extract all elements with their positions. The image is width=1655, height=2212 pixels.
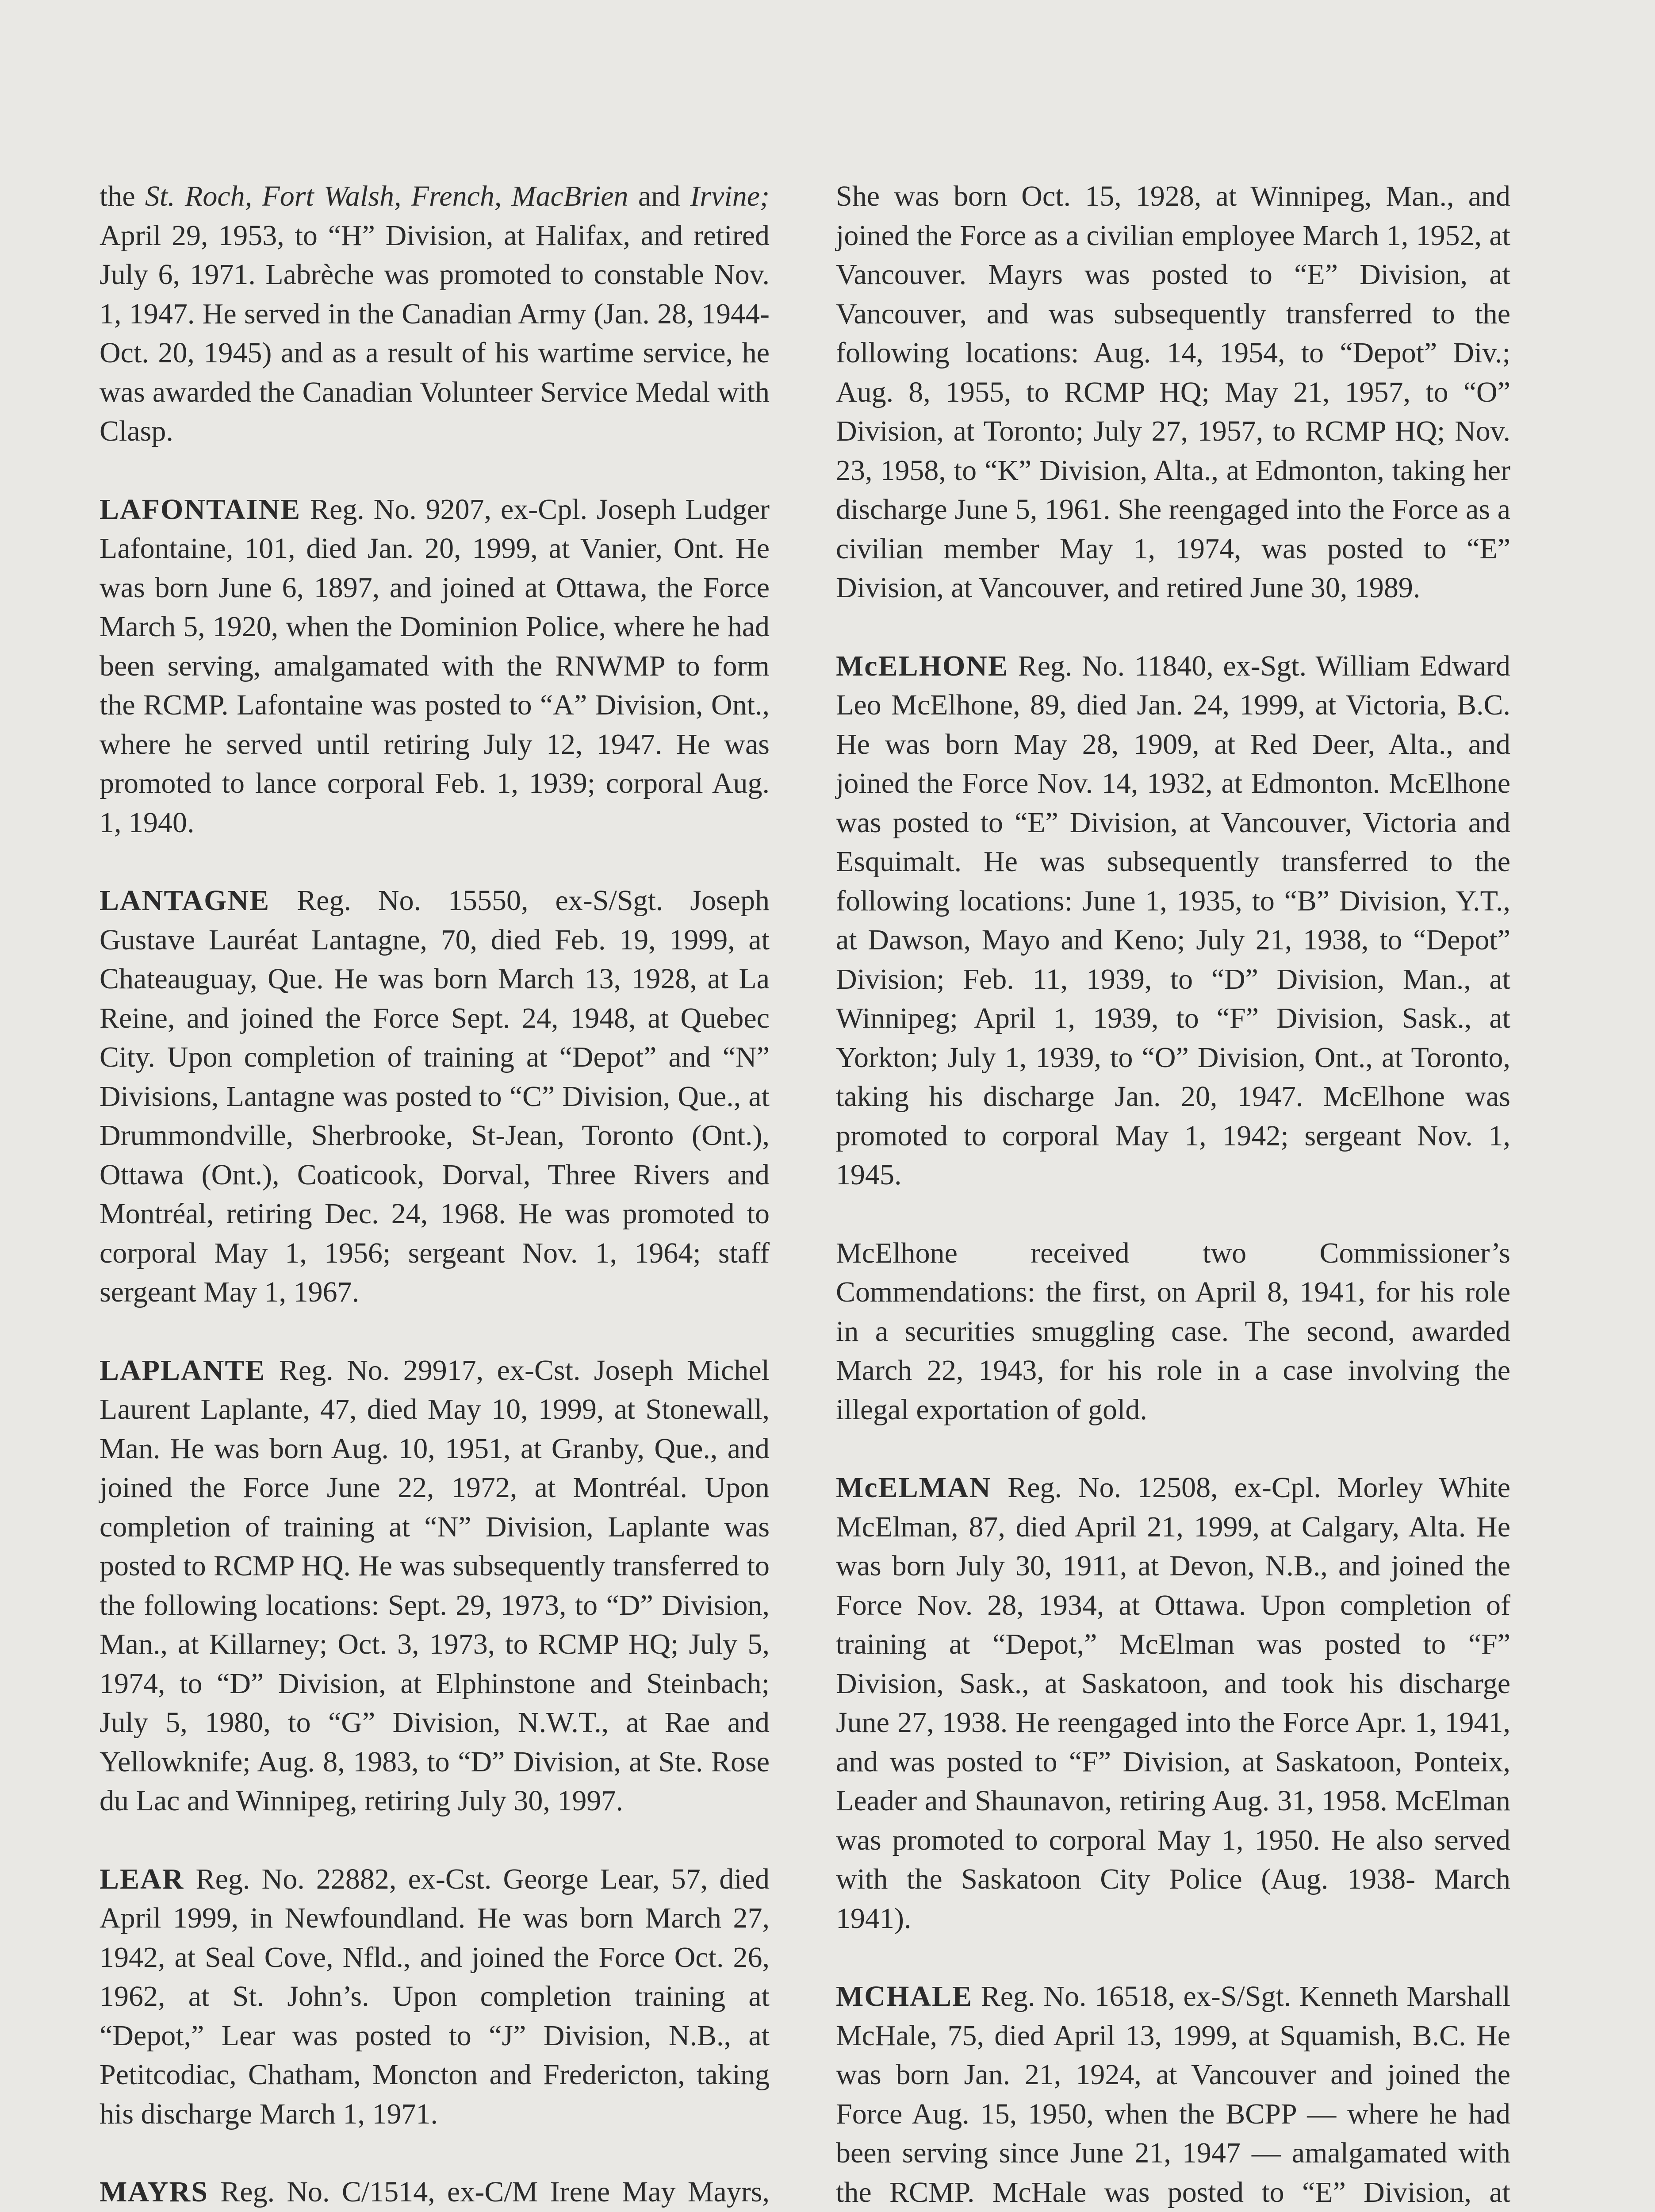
entry-surname: LANTAGNE — [100, 884, 270, 917]
obituary-entry — [836, 1468, 1510, 1938]
entry-surname: LAFONTAINE — [100, 493, 301, 526]
ship-names: St. Roch, Fort Walsh, French, MacBrien — [145, 180, 628, 212]
entry-text: Reg. No. 12508, ex-Cpl. Morley White McElman, 87, died April 21, 1999, at Calgary, Alta. He was born July 30, 1911, at Devon, N.B., and joined the Force Nov. 28, 1934, at Ottawa. Upon completion of training at “Depot,” McElman was posted to “F” Division, Sask., at Saskatoon, and took his discharge June 27, 1938. He reengaged into the Force Apr. 1, 1941, and was posted to “F” Division, at Saskatoon, Ponteix, Leader and Shaunavon, retiring Aug. 31, 1958. McElman was promoted to corporal May 1, 1950. He also served with the Saskatoon City Police (Aug. 1938- March 1941). — [836, 1471, 1510, 1935]
entry-surname: MAYRS — [100, 2176, 208, 2208]
entry-surname: McELMAN — [836, 1471, 992, 1504]
obituary-entry — [100, 1860, 770, 2134]
entry-surname: MCHALE — [836, 1980, 973, 2012]
obituary-entry — [836, 647, 1510, 1195]
entry-surname: McELHONE — [836, 649, 1008, 682]
mayrs-continuation — [836, 177, 1510, 608]
obituary-entry — [100, 490, 770, 843]
entry-text: Reg. No. 9207, ex-Cpl. Joseph Ludger Lafontaine, 101, died Jan. 20, 1999, at Vanier, Ont. He was born June 6, 1897, and joined at Ottawa, the Force March 5, 1920, when the Dominion Police, where he had been serving, amalgamated with the RNWMP to form the RCMP. Lafontaine was posted to “A” Division, Ont., where he served until retiring July 12, 1947. He was promoted to lance corporal Feb. 1, 1939; corporal Aug. 1, 1940. — [100, 493, 770, 839]
continuation-prefix: the — [100, 180, 145, 212]
entry-text: Reg. No. 22882, ex-Cst. George Lear, 57, died April 1999, in Newfoundland. He was born March 27, 1942, at Seal Cove, Nfld., and joined the Force Oct. 26, 1962, at St. John’s. Upon completion training at “Depot,” Lear was posted to “J” Division, N.B., at Petitcodiac, Chatham, Moncton and Fredericton, taking his discharge March 1, 1971. — [100, 1863, 770, 2130]
continuation-paragraph — [100, 177, 770, 451]
left-column — [100, 177, 770, 2212]
entry-text: Reg. No. 11840, ex-Sgt. William Edward Leo McElhone, 89, died Jan. 24, 1999, at Victoria, B.C. He was born May 28, 1909, at Red Deer, Alta., and joined the Force Nov. 14, 1932, at Edmonton. McElhone was posted to “E” Division, at Vancouver, Victoria and Esquimalt. He was subsequently transferred to the following locations: June 1, 1935, to “B” Division, Y.T., at Dawson, Mayo and Keno; July 21, 1938, to “Depot” Division; Feb. 11, 1939, to “D” Division, Man., at Winnipeg; April 1, 1939, to “F” Division, Sask., at Yorkton; July 1, 1939, to “O” Division, Ont., at Toronto, taking his discharge Jan. 20, 1947. McElhone was promoted to corporal May 1, 1942; sergeant Nov. 1, 1945. — [836, 649, 1510, 1191]
entry-surname: LEAR — [100, 1863, 184, 1895]
entry-text: Reg. No. 16518, ex-S/Sgt. Kenneth Marshall McHale, 75, died April 13, 1999, at Squamish, B.C. He was born Jan. 21, 1924, at Vancouver and joined the Force Aug. 15, 1950, when the BCPP — where he had been serving since June 21, 1947 — amalgamated with the RCMP. McHale was posted to “E” Division, at — [836, 1980, 1510, 2208]
obituary-entry — [100, 1351, 770, 1821]
obituary-entry — [100, 2173, 770, 2212]
obituary-entry — [100, 881, 770, 1312]
entry-text: Reg. No. C/1514, ex-C/M Irene May Mayrs, — [220, 2176, 770, 2208]
entry-text: Reg. No. 29917, ex-Cst. Joseph Michel Laurent Laplante, 47, died May 10, 1999, at Stonewall, Man. He was born Aug. 10, 1951, at Granby, Que., and joined the Force June 22, 1972, at Montréal. Upon completion of training at “N” Division, Laplante was posted to RCMP HQ. He was subsequently transferred to the following locations: Sept. 29, 1973, to “D” Division, Man., at Killarney; Oct. 3, 1973, to RCMP HQ; July 5, 1974, to “D” Division, at Elphinstone and Steinbach; July 5, 1980, to “G” Division, N.W.T., at Rae and Yellowknife; Aug. 8, 1983, to “D” Division, at Ste. Rose du Lac and Winnipeg, retiring July 30, 1997. — [100, 1354, 770, 1817]
ship-name-last: Irvine; — [690, 180, 770, 212]
entry-text: McElhone received two Commissioner’s Commendations: the first, on April 8, 1941, for his role in a securities smuggling case. The second, awarded March 22, 1943, for his role in a case involving the illegal exportation of gold. — [836, 1237, 1510, 1426]
continuation-mid: and — [628, 180, 690, 212]
commendation-paragraph — [836, 1234, 1510, 1430]
continuation-rest: April 29, 1953, to “H” Division, at Halifax, and retired July 6, 1971. Labrèche was promoted to constable Nov. 1, 1947. He served in the Canadian Army (Jan. 28, 1944-Oct. 20, 1945) and as a result of his wartime service, he was awarded the Canadian Volunteer Service Medal with Clasp. — [100, 219, 770, 447]
entry-text: She was born Oct. 15, 1928, at Winnipeg, Man., and joined the Force as a civilian employee March 1, 1952, at Vancouver. Mayrs was posted to “E” Division, at Vancouver, and was subsequently transferred to the following locations: Aug. 14, 1954, to “Depot” Div.; Aug. 8, 1955, to RCMP HQ; May 21, 1957, to “O” Division, at Toronto; July 27, 1957, to RCMP HQ; Nov. 23, 1958, to “K” Division, Alta., at Edmonton, taking her discharge June 5, 1961. She reengaged into the Force as a civilian member May 1, 1974, was posted to “E” Division, at Vancouver, and retired June 30, 1989. — [836, 180, 1510, 604]
entry-text: Reg. No. 15550, ex-S/Sgt. Joseph Gustave Lauréat Lantagne, 70, died Feb. 19, 1999, at Chateauguay, Que. He was born March 13, 1928, at La Reine, and joined the Force Sept. 24, 1948, at Quebec City. Upon completion of training at “Depot” and “N” Divisions, Lantagne was posted to “C” Division, Que., at Drummondville, Sherbrooke, St-Jean, Toronto (Ont.), Ottawa (Ont.), Coaticook, Dorval, Three Rivers and Montréal, retiring Dec. 24, 1968. He was promoted to corporal May 1, 1956; sergeant Nov. 1, 1964; staff sergeant May 1, 1967. — [100, 884, 770, 1308]
right-column — [836, 177, 1510, 2212]
obituary-entry — [836, 1977, 1510, 2212]
entry-surname: LAPLANTE — [100, 1354, 266, 1386]
